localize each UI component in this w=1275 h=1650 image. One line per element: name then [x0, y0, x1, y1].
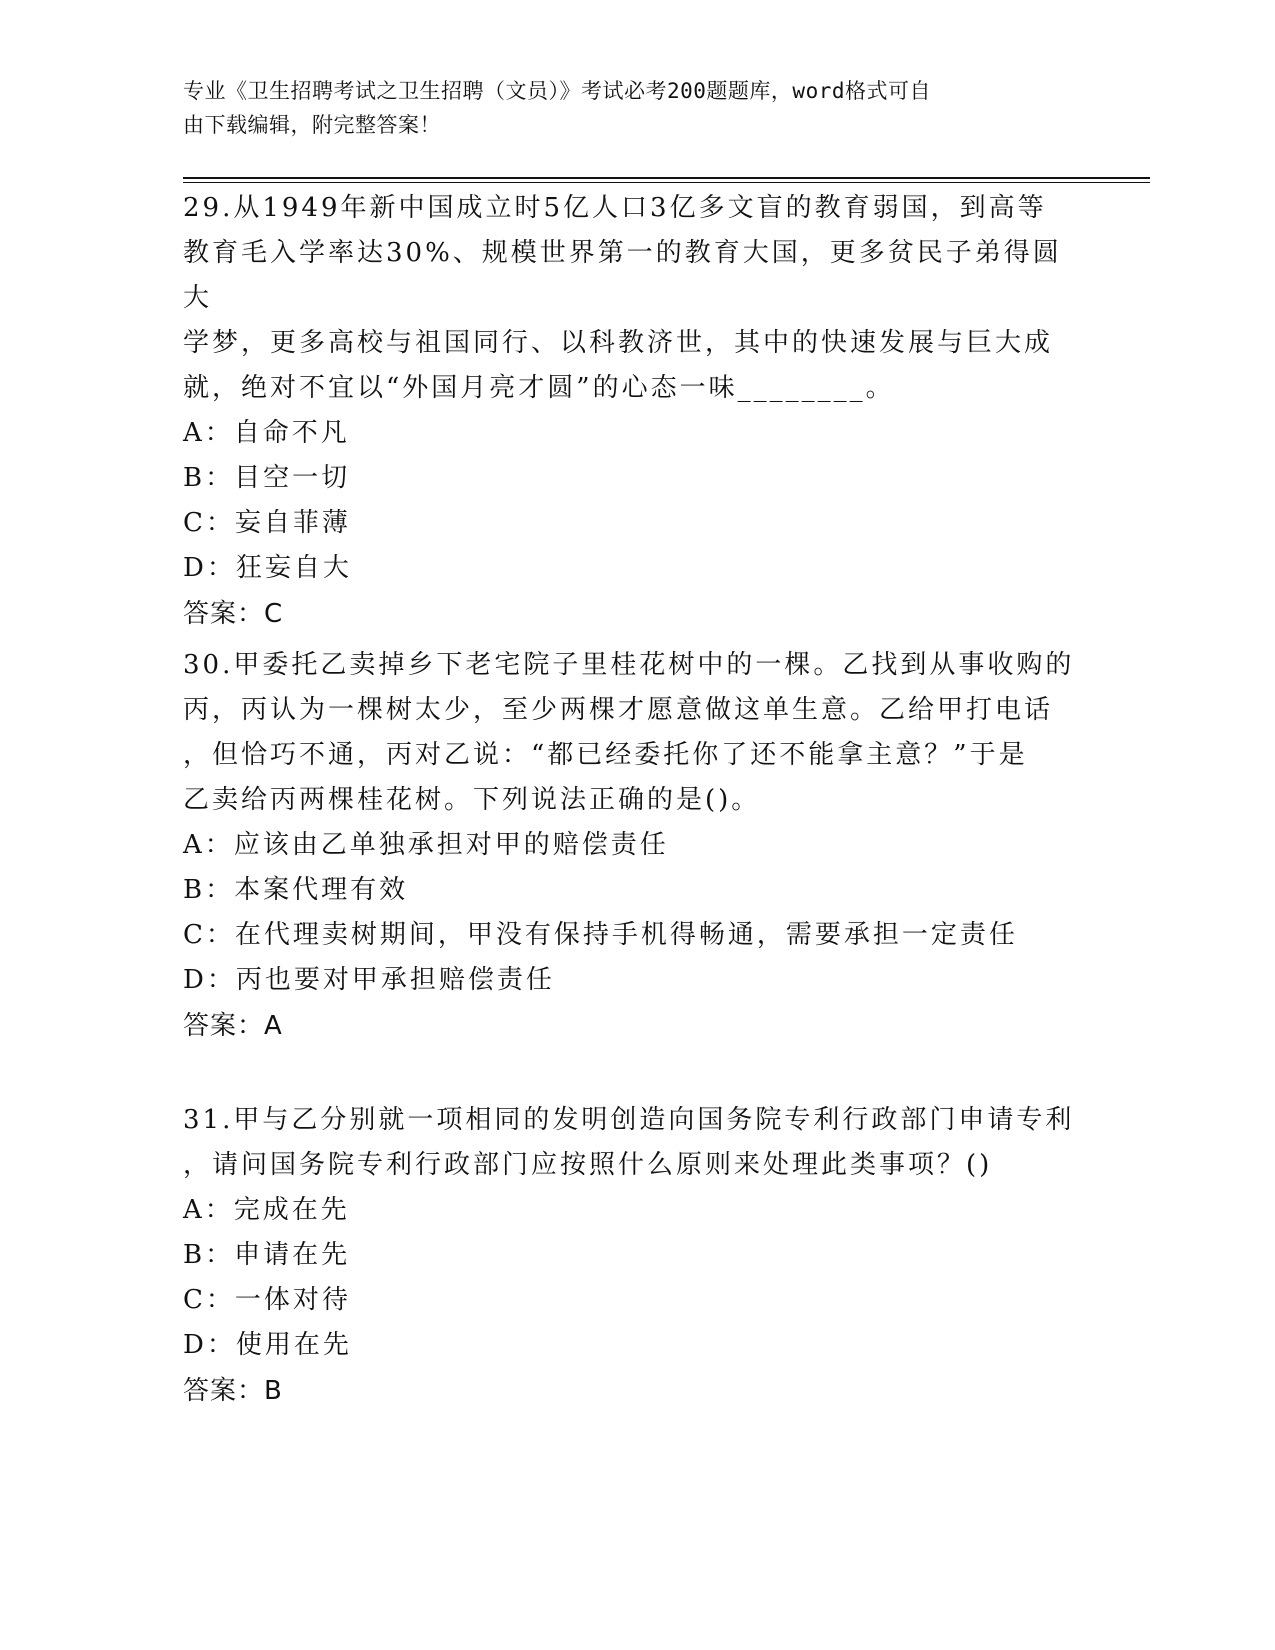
option-b: B：本案代理有效	[183, 875, 409, 905]
question-stem: 教育毛入学率达30%、规模世界第一的教育大国，更多贫民子弟得圆大	[183, 238, 1062, 313]
question-stem: 30.甲委托乙卖掉乡下老宅院子里桂花树中的一棵。乙找到从事收购的	[183, 650, 1075, 680]
question-stem: 学梦，更多高校与祖国同行、以科教济世，其中的快速发展与巨大成	[183, 328, 1054, 358]
option-c: C：一体对待	[183, 1285, 351, 1315]
question-stem: 丙，丙认为一棵树太少，至少两棵才愿意做这单生意。乙给甲打电话	[183, 695, 1054, 725]
option-b: B：目空一切	[183, 463, 351, 493]
option-a: A：自命不凡	[183, 418, 350, 448]
answer: 答案：C	[183, 599, 284, 629]
question-stem: 31.甲与乙分别就一项相同的发明创造向国务院专利行政部门申请专利	[183, 1105, 1075, 1135]
question-stem: ，请问国务院专利行政部门应按照什么原则来处理此类事项？()	[183, 1150, 993, 1180]
header-divider-thick	[183, 177, 1150, 179]
option-b: B：申请在先	[183, 1240, 351, 1270]
option-d: D：使用在先	[183, 1330, 352, 1360]
question-stem: ，但恰巧不通，丙对乙说：“都已经委托你了还不能拿主意？”于是	[183, 740, 1028, 770]
header-line-2: 由下载编辑，附完整答案！	[183, 113, 441, 137]
option-a: A：应该由乙单独承担对甲的赔偿责任	[183, 830, 669, 860]
option-c: C：妄自菲薄	[183, 508, 351, 538]
option-d: D：狂妄自大	[183, 553, 352, 583]
question-30	[183, 643, 1083, 1049]
answer: 答案：B	[183, 1376, 283, 1406]
header-line-1: 专业《卫生招聘考试之卫生招聘（文员）》考试必考200题题库，word格式可自	[183, 79, 931, 103]
question-stem: 乙卖给丙两棵桂花树。下列说法正确的是()。	[183, 785, 761, 815]
question-stem: 就，绝对不宜以“外国月亮才圆”的心态一味________。	[183, 373, 895, 403]
document-header	[183, 74, 1053, 142]
option-a: A：完成在先	[183, 1195, 350, 1225]
option-c: C：在代理卖树期间，甲没有保持手机得畅通，需要承担一定责任	[183, 920, 1018, 950]
question-29	[183, 186, 1083, 637]
option-d: D：丙也要对甲承担赔偿责任	[183, 965, 555, 995]
question-31	[183, 1098, 1083, 1414]
question-stem: 29.从1949年新中国成立时5亿人口3亿多文盲的教育弱国，到高等	[183, 193, 1047, 223]
header-divider-thin	[183, 182, 1150, 183]
answer: 答案：A	[183, 1011, 283, 1041]
